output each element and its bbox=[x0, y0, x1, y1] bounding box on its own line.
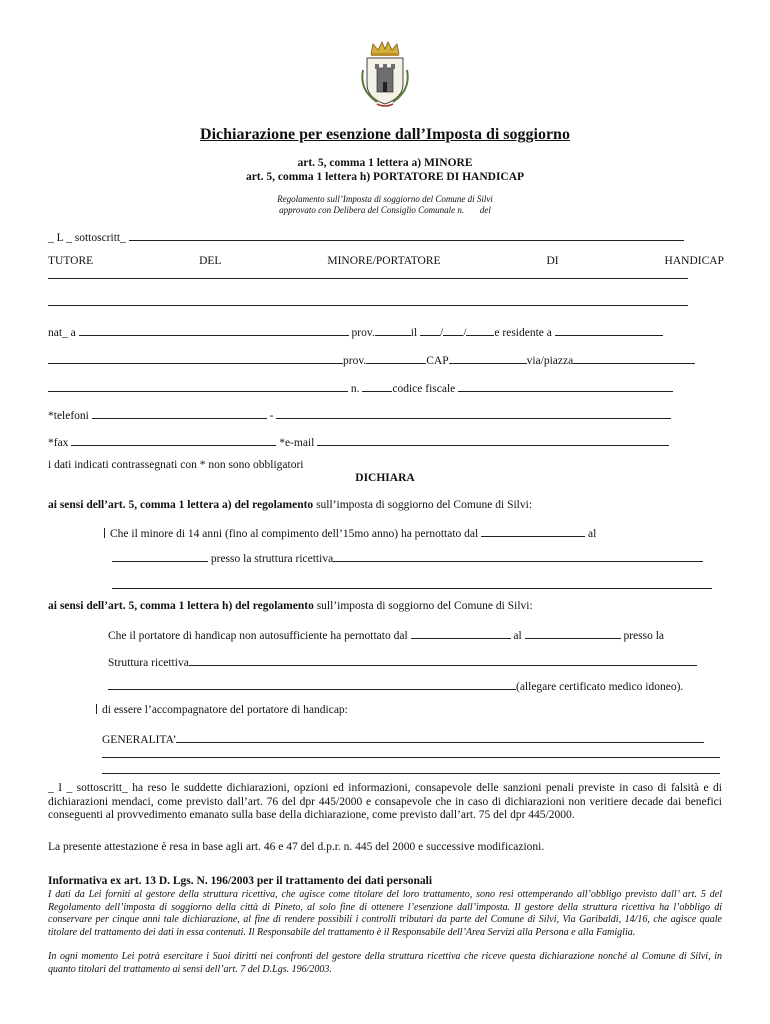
handicap-al-label: al bbox=[513, 630, 522, 642]
birth-prov-field[interactable] bbox=[375, 325, 411, 336]
residence-label: e residente a bbox=[494, 327, 552, 339]
street-number-field[interactable] bbox=[362, 381, 392, 392]
section-h-rest: sull’imposta di soggiorno del Comune di Silvi: bbox=[313, 600, 533, 612]
accompagnatore-row bbox=[96, 704, 348, 716]
minore-struttura-line-2[interactable] bbox=[112, 588, 712, 589]
birth-day-field[interactable] bbox=[420, 325, 440, 336]
phone-separator: - bbox=[269, 410, 274, 422]
birth-month-field[interactable] bbox=[443, 325, 463, 336]
name-field-line-1[interactable] bbox=[48, 278, 688, 279]
handicap-struttura-field[interactable] bbox=[189, 655, 697, 666]
sottoscritto-field[interactable] bbox=[129, 230, 684, 241]
generalita-line-2[interactable] bbox=[102, 757, 720, 758]
role-word-handicap: HANDICAP bbox=[664, 255, 724, 267]
minore-checkbox[interactable] bbox=[104, 528, 106, 538]
handicap-to-date-field[interactable] bbox=[525, 628, 621, 639]
minore-presso-row bbox=[112, 551, 703, 565]
via-field[interactable] bbox=[573, 353, 695, 364]
section-h-heading bbox=[48, 600, 533, 612]
handicap-struttura-row bbox=[108, 655, 697, 669]
handicap-certificate-field[interactable] bbox=[108, 679, 516, 690]
handicap-struttura-label: Struttura ricettiva bbox=[108, 657, 189, 669]
phone-label: *telefoni bbox=[48, 410, 89, 422]
document-title: Dichiarazione per esenzione dall’Imposta di soggiorno bbox=[200, 126, 570, 143]
informativa-paragraph-1: I dati da Lei forniti al gestore della struttura ricettiva, che agisce come titolare del loro trattamento, sono resi ottemperando all’obbligo previsto dall’ art. 5 del Regolamento dell’imposta di soggiorno della città di Pineto, al solo fine di ottenere l’esenzione dall’imposta. Il gestore della struttura ricettiva ha l’obbligo di conservare per cinque anni tale dichiarazione, al fine di rendere possibili i controlli tributari da parte del Comune di Silvi, Via Garibaldi, 14/16, che agisce quale titolare del trattamento dei dati in essa contenuti. Il Responsabile del trattamento è il Responsabile dell’Area Servizi alla Persona e alla Famiglia. bbox=[48, 889, 722, 938]
role-word-del: DEL bbox=[199, 255, 222, 267]
generalita-line-3[interactable] bbox=[102, 773, 720, 774]
sottoscritto-label: _ L _ sottoscritt_ bbox=[48, 232, 126, 244]
generalita-field[interactable] bbox=[176, 732, 704, 743]
birth-prov-label: prov. bbox=[351, 327, 375, 339]
minore-from-date-field[interactable] bbox=[481, 526, 585, 537]
generalita-row bbox=[102, 732, 704, 746]
role-word-tutore: TUTORE bbox=[48, 255, 94, 267]
fax-field[interactable] bbox=[71, 435, 276, 446]
informativa-heading: Informativa ex art. 13 D. Lgs. N. 196/2003 per il trattamento dei dati personali bbox=[48, 875, 433, 887]
role-word-di: DI bbox=[546, 255, 559, 267]
residence-prov-label: prov. bbox=[343, 355, 367, 367]
date-separator: / bbox=[440, 327, 444, 339]
generalita-label: GENERALITA’ bbox=[102, 734, 177, 746]
minore-to-date-field[interactable] bbox=[112, 551, 208, 562]
date-separator: / bbox=[463, 327, 467, 339]
minore-presso-label: presso la struttura ricettiva bbox=[210, 553, 334, 565]
cap-field[interactable] bbox=[449, 353, 527, 364]
regulation-line-1: Regolamento sull’Imposta di soggiorno del Comune di Silvi bbox=[277, 194, 493, 204]
fax-row bbox=[48, 435, 669, 449]
minore-al-label: al bbox=[587, 528, 597, 540]
phone-row bbox=[48, 408, 671, 422]
residence-field[interactable] bbox=[555, 325, 663, 336]
street-number-label: n. bbox=[350, 383, 360, 395]
section-a-bold: ai sensi dell’art. 5, comma 1 lettera a) del regolamento bbox=[48, 499, 314, 511]
handicap-presso-label: presso la bbox=[623, 630, 665, 642]
coat-of-arms-logo bbox=[355, 40, 415, 110]
role-row bbox=[48, 255, 724, 267]
attestation-line: La presente attestazione è resa in base agli art. 46 e 47 del d.p.r. n. 445 del 2000 e successive modificazioni. bbox=[48, 841, 545, 853]
birth-place-label: nat_ a bbox=[48, 327, 76, 339]
minore-text: Che il minore di 14 anni (fino al compimento dell’15mo anno) ha pernottato dal bbox=[110, 528, 479, 540]
cap-label: CAP bbox=[426, 355, 449, 367]
informativa-paragraph-2: In ogni momento Lei potrà esercitare i Suoi diritti nei confronti del gestore della struttura ricettiva che riceve questa dichiarazione nonché al Comune di Silvi, in quanto titolari del trattamento ai sensi dell’art. 7 del D.Lgs. 196/2003. bbox=[48, 951, 722, 975]
section-a-heading bbox=[48, 499, 532, 511]
fiscal-row bbox=[48, 381, 673, 395]
handicap-from-date-field[interactable] bbox=[411, 628, 511, 639]
certificate-note: (allegare certificato medico idoneo). bbox=[516, 681, 684, 693]
via-label: via/piazza bbox=[526, 355, 574, 367]
fiscal-code-field[interactable] bbox=[458, 381, 673, 392]
section-h-bold: ai sensi dell’art. 5, comma 1 lettera h) del regolamento bbox=[48, 600, 314, 612]
handicap-certificate-row bbox=[108, 679, 683, 693]
accompagnatore-text: di essere l’accompagnatore del portatore di handicap: bbox=[102, 704, 348, 716]
article-line-minore: art. 5, comma 1 lettera a) MINORE bbox=[297, 157, 473, 169]
name-field-line-2[interactable] bbox=[48, 305, 688, 306]
birth-place-field[interactable] bbox=[79, 325, 349, 336]
residence-prov-field[interactable] bbox=[366, 353, 426, 364]
street-field[interactable] bbox=[48, 381, 348, 392]
birth-year-field[interactable] bbox=[466, 325, 494, 336]
sottoscritto-row bbox=[48, 230, 684, 244]
phone-field-2[interactable] bbox=[276, 408, 671, 419]
regulation-line-2: approvato con Delibera del Consiglio Comunale n. del bbox=[279, 205, 491, 215]
email-label: *e-mail bbox=[279, 437, 315, 449]
minore-struttura-field[interactable] bbox=[333, 551, 703, 562]
section-a-rest: sull’imposta di soggiorno del Comune di Silvi: bbox=[313, 499, 533, 511]
email-field[interactable] bbox=[317, 435, 669, 446]
optional-note: i dati indicati contrassegnati con * non sono obbligatori bbox=[48, 459, 304, 471]
handicap-text: Che il portatore di handicap non autosufficiente ha pernottato dal bbox=[108, 630, 408, 642]
article-line-handicap: art. 5, comma 1 lettera h) PORTATORE DI HANDICAP bbox=[245, 171, 525, 183]
fax-label: *fax bbox=[48, 437, 69, 449]
address-row bbox=[48, 353, 695, 367]
phone-field-1[interactable] bbox=[92, 408, 267, 419]
birth-row bbox=[48, 325, 663, 339]
handicap-row bbox=[108, 628, 664, 642]
birth-date-label: il bbox=[410, 327, 418, 339]
declaration-paragraph: _ I _ sottoscritt_ ha reso le suddette dichiarazioni, opzioni ed informazioni, consapevole delle sanzioni penali previste in caso di falsità e di dichiarazioni mendaci, come previsto dall’art. 76 del dpr 445/2000 e consapevole che in caso di dichiarazioni non veritiere decade dai benefici conseguenti al provvedimento emanato sulla base della dichiarazione, come previsto dall’art. 75 del dpr 445/2000. bbox=[48, 782, 722, 821]
residence-city-field[interactable] bbox=[48, 353, 343, 364]
role-word-minore-portatore: MINORE/PORTATORE bbox=[327, 255, 441, 267]
dichiara-heading: DICHIARA bbox=[355, 472, 415, 484]
minore-row bbox=[104, 526, 596, 540]
accompagnatore-checkbox[interactable] bbox=[96, 704, 98, 714]
fiscal-code-label: codice fiscale bbox=[392, 383, 456, 395]
